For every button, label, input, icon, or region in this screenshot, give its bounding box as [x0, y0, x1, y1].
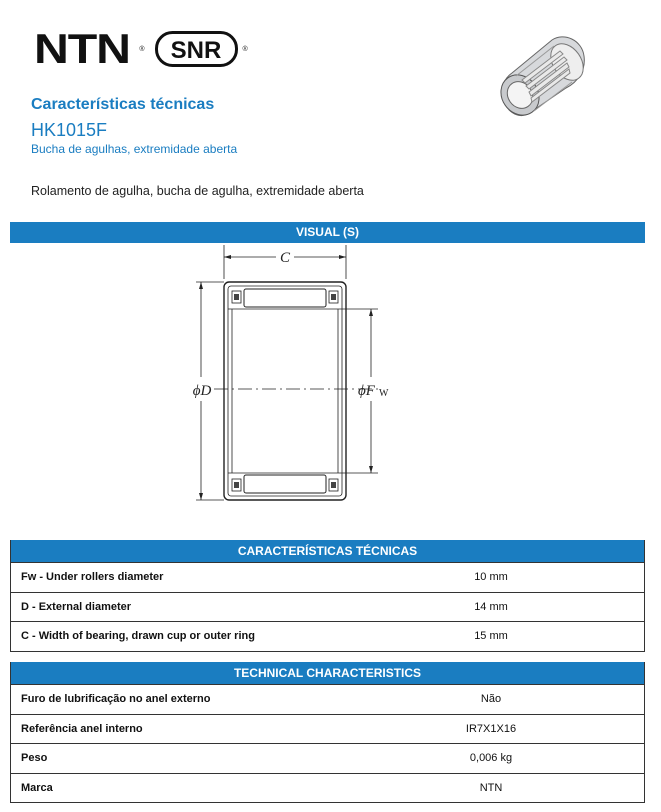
page-title: Características técnicas — [31, 96, 215, 113]
row-value: NTN — [479, 781, 503, 794]
needle-bearing-icon — [494, 18, 594, 118]
row-value: IR7X1X16 — [465, 722, 517, 735]
dim-d-label: ϕD — [192, 383, 212, 399]
row-value: 0,006 kg — [469, 752, 513, 765]
row-value: 10 mm — [474, 571, 508, 584]
row-label: Marca — [21, 781, 53, 794]
snr-logo — [155, 31, 243, 67]
row-label: C - Width of bearing, drawn cup or outer ring — [21, 630, 255, 643]
model-number: HK1015F — [31, 120, 108, 140]
dim-fw-subscript: W — [379, 388, 389, 399]
product-description: Rolamento de agulha, bucha de agulha, extremidade aberta — [31, 184, 364, 198]
snr-reg-mark: ® — [242, 45, 248, 53]
table-row — [11, 562, 644, 592]
row-label: Furo de lubrificação no anel externo — [21, 693, 211, 706]
table-row — [11, 714, 644, 744]
row-label: Peso — [21, 752, 48, 765]
characteristics-header: CARACTERÍSTICAS TÉCNICAS — [11, 540, 644, 562]
row-label: Fw - Under rollers diameter — [21, 571, 164, 584]
visual-section-header: VISUAL (S) — [10, 222, 645, 243]
table-row — [11, 621, 644, 651]
characteristics-table — [10, 540, 645, 652]
row-value: Não — [480, 693, 502, 706]
row-label: D - External diameter — [21, 600, 132, 613]
table-row — [11, 743, 644, 773]
brand-logos — [34, 25, 254, 72]
dim-fw-label: ϕF — [358, 383, 375, 399]
technical-table — [10, 662, 645, 803]
product-subtitle: Bucha de agulhas, extremidade aberta — [31, 142, 238, 156]
row-label: Referência anel interno — [21, 722, 143, 735]
bearing-technical-drawing — [180, 245, 420, 510]
table-row — [11, 592, 644, 622]
dim-c-label: C — [279, 250, 291, 266]
row-value: 14 mm — [474, 600, 508, 613]
table-row — [11, 773, 644, 803]
ntn-logo: NTN — [34, 25, 130, 72]
table-row — [11, 684, 644, 714]
snr-logo-text: SNR — [170, 37, 221, 64]
row-value: 15 mm — [474, 630, 508, 643]
technical-header: TECHNICAL CHARACTERISTICS — [11, 662, 644, 684]
ntn-reg-mark: ® — [139, 45, 145, 53]
